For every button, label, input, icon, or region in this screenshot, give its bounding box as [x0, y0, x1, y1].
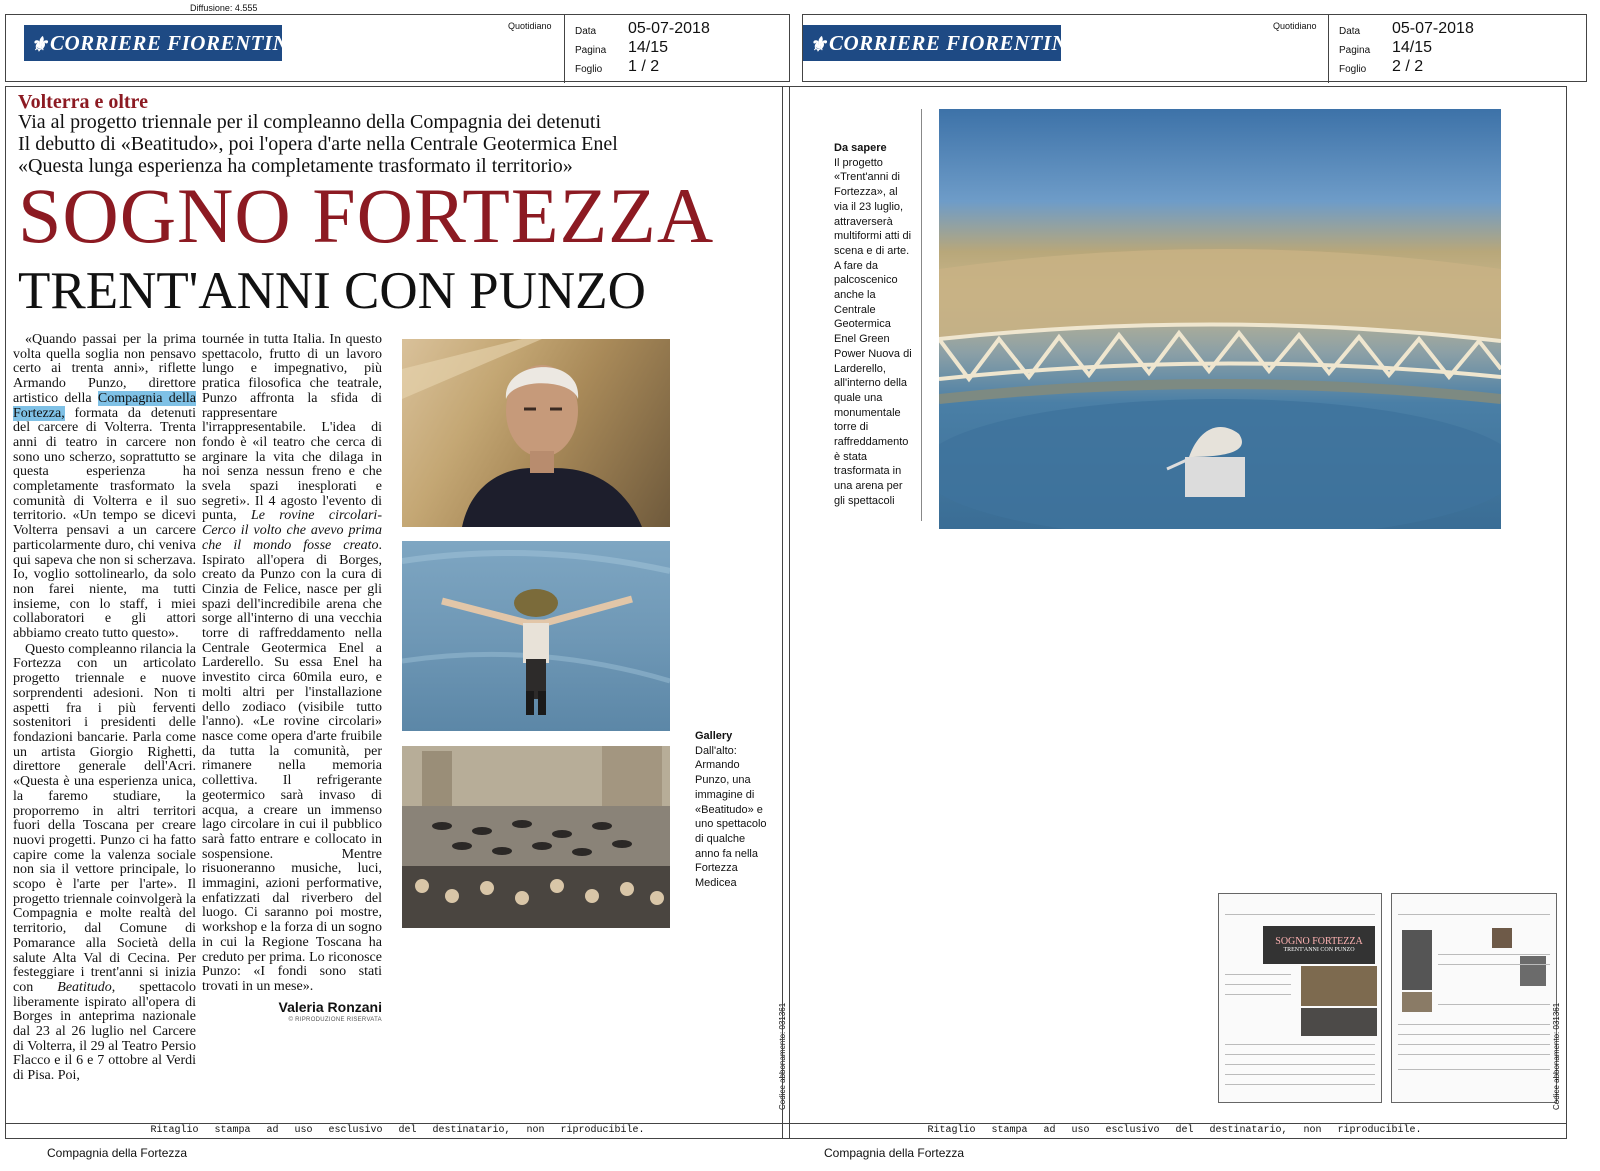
photo-geothermal-arena: [939, 109, 1501, 529]
thumbnail-photo: [1402, 992, 1432, 1012]
article-headline: SOGNO FORTEZZA: [18, 172, 715, 259]
photo-armando-punzo: [402, 339, 670, 527]
article-column-2: [202, 333, 382, 993]
meta-box: Data 05-07-2018 Pagina 14/15 Foglio 2 / 2: [1328, 15, 1555, 83]
article-byline: Valeria Ronzani: [278, 999, 382, 1015]
meta-box: Data 05-07-2018 Pagina 14/15 Foglio 1 / 2: [564, 15, 791, 83]
clipping-footer: Ritaglio stampa ad uso esclusivo del destinatario, non riproducibile.: [5, 1124, 790, 1139]
article-subtitle: Via al progetto triennale per il compleanno della Compagnia dei detenuti: [18, 111, 602, 133]
newspaper-logo: ⚜ CORRIERE FIORENTINO: [24, 25, 282, 61]
diffusione-label: Diffusione: 4.555: [190, 3, 258, 13]
article-subtitle: «Questa lunga esperienza ha completamente trasformato il territorio»: [18, 155, 573, 177]
article-kicker: Volterra e oltre: [18, 91, 148, 113]
article-subtitle: Il debutto di «Beatitudo», poi l'opera d'arte nella Centrale Geotermica Enel: [18, 133, 618, 155]
clipping-footer: Ritaglio stampa ad uso esclusivo del destinatario, non riproducibile.: [782, 1124, 1567, 1139]
clipping-page-1: [5, 14, 797, 1160]
divider: [921, 109, 922, 521]
page-header: [5, 14, 790, 82]
codice-abbonamento: Codice abbonamento: 031361: [1552, 1002, 1561, 1110]
page-thumbnail-2: [1391, 893, 1557, 1103]
paragraph: Questo compleanno rilancia la Fortezza con un articolato progetto triennale e nuove sorprendenti adesioni. Non ti aspetti fra i più ferventi sostenitori i presidenti delle fondazioni bancarie. Parla come un artista Giorgio Righetti, direttore generale dell'Acri. «Questa è una esperienza unica, la faremo studiare, la proporremo in altri territori fuori della Toscana per creare nuovi progetti. Punzo ci ha fatto capire come la valenza sociale non sia il vettore principale, lo scopo è l'arte per l'arte». Il progetto triennale coinvolgerà la Compagnia e molte realtà del territorio, dal Comune di Pomarance alla Società della salute Alta Val di Cecina. Per festeggiare i trent'anni si inizia con Beatitudo, spettacolo liberamente ispirato all'opera di Borges in anteprima nazionale dal 23 al 26 luglio nel Carcere di Volterra, il 29 al Teatro Persio Flacco e il 6 e 7 ottobre al Verdi di Pisa. Poi,: [13, 641, 196, 1084]
page-thumbnail-1: [1218, 893, 1382, 1103]
publication-type: Quotidiano: [1273, 21, 1317, 31]
article-body: [782, 86, 1567, 1124]
codice-abbonamento: Codice abbonamento: 031361: [778, 1002, 787, 1110]
article-column-1: [13, 333, 196, 1123]
da-sapere-box: Da sapere Il progetto «Trent'anni di Fortezza», al via il 23 luglio, attraverserà multiformi atti di scena e di arte. A fare da palcoscenico anche la Centrale Geotermica Enel Green Power Nuova di Larderello, all'interno della quale una monumentale torre di raffreddamento è stata trasformata in una arena per gli spettacoli: [834, 142, 912, 507]
photo-fortezza-performance: [402, 746, 670, 928]
lily-icon: ⚜: [30, 34, 49, 56]
clipping-page-2: [802, 14, 1594, 1160]
lily-icon: ⚜: [809, 34, 828, 56]
clipping-tag: Compagnia della Fortezza: [47, 1146, 188, 1160]
article-body: [5, 86, 790, 1124]
thumbnail-photo: [1301, 966, 1377, 1006]
highlighted-text: Compagnia della Fortezza,: [13, 390, 196, 421]
newspaper-logo: ⚜ CORRIERE FIORENTINO: [803, 25, 1061, 61]
publication-type: Quotidiano: [508, 21, 552, 31]
thumbnail-photo: [1301, 1008, 1377, 1036]
article-subheadline: TRENT'ANNI CON PUNZO: [18, 262, 646, 320]
gallery-caption: Gallery Dall'alto: Armando Punzo, una immagine di «Beatitudo» e uno spettacolo di qualche anno fa nella Fortezza Medicea: [695, 730, 767, 890]
clipping-tag: Compagnia della Fortezza: [824, 1146, 965, 1160]
paragraph: tournée in tutta Italia. In questo spettacolo, frutto di un lavoro lungo e impegnativo, più pratica filosofica che teatrale, Punzo affronta la sfida di rappresentare l'irrappresentabile. L'idea di fondo è «il teatro che cerca di arginare la vita che dilaga in noi senza nessun freno e che svela spazi inesplorati e segreti». Il 4 agosto l'evento di punta, Le rovine circolari-Cerco il volto che avevo prima che il mondo fosse creato. Ispirato all'opera di Borges, creato da Punzo con la cura di Cinzia de Felice, nasce per gli spazi dell'incredibile arena che sorge all'interno di una vecchia torre di raffreddamento nella Centrale Geotermica Enel a Larderello. Su essa Enel ha investito circa 60mila euro, e molti altri per l'installazione dello zodiaco (visibile tutto l'anno). «Le rovine circolari» nasce come opera d'arte fruibile da tutta la comunità, per rimanere nella memoria collettiva. Il refrigerante geotermico sarà invaso di acqua, a creare un immenso lago circolare in cui il pubblico sarà fatto entrare e collocato in sospensione. Mentre risuoneranno musiche, luci, immagini, azioni performative, enfatizzati dal riverbero del luogo. Ci saranno poi mostre, workshop e la forza di un sogno in cui la Regione Toscana ha creduto per prima. Lo riconosce Punzo: «I fondi sono stati trovati in un mese».: [202, 333, 382, 993]
thumbnail-photo: [1492, 928, 1512, 948]
paragraph: «Quando passai per la prima volta quella soglia non pensavo certo ai trenta anni», riflette Armando Punzo, direttore artistico della Compagnia della Fortezza, formata da detenuti del carcere di Volterra. Trenta anni di teatro in carcere non sono uno scherzo, soprattutto se questa esperienza ha completamente trasformato la comunità di Volterra e il suo territorio. «Un tempo se dicevi Volterra pensavi a un carcere particolarmente duro, chi veniva qui sapeva che non si scherzava. Io, voglio sottolinearlo, da solo non farei niente, ma tutti insieme, con lo staff, i miei collaboratori e gli attori abbiamo creato tutto questo».: [13, 333, 196, 642]
photo-beatitudo: [402, 541, 670, 731]
page-header: [802, 14, 1587, 82]
thumbnail-photo: [1402, 930, 1432, 990]
thumbnail-headline-block: SOGNO FORTEZZA TRENT'ANNI CON PUNZO: [1263, 926, 1375, 964]
copyright-notice: © RIPRODUZIONE RISERVATA: [288, 1017, 382, 1023]
thumbnail-photo: [1520, 956, 1546, 986]
